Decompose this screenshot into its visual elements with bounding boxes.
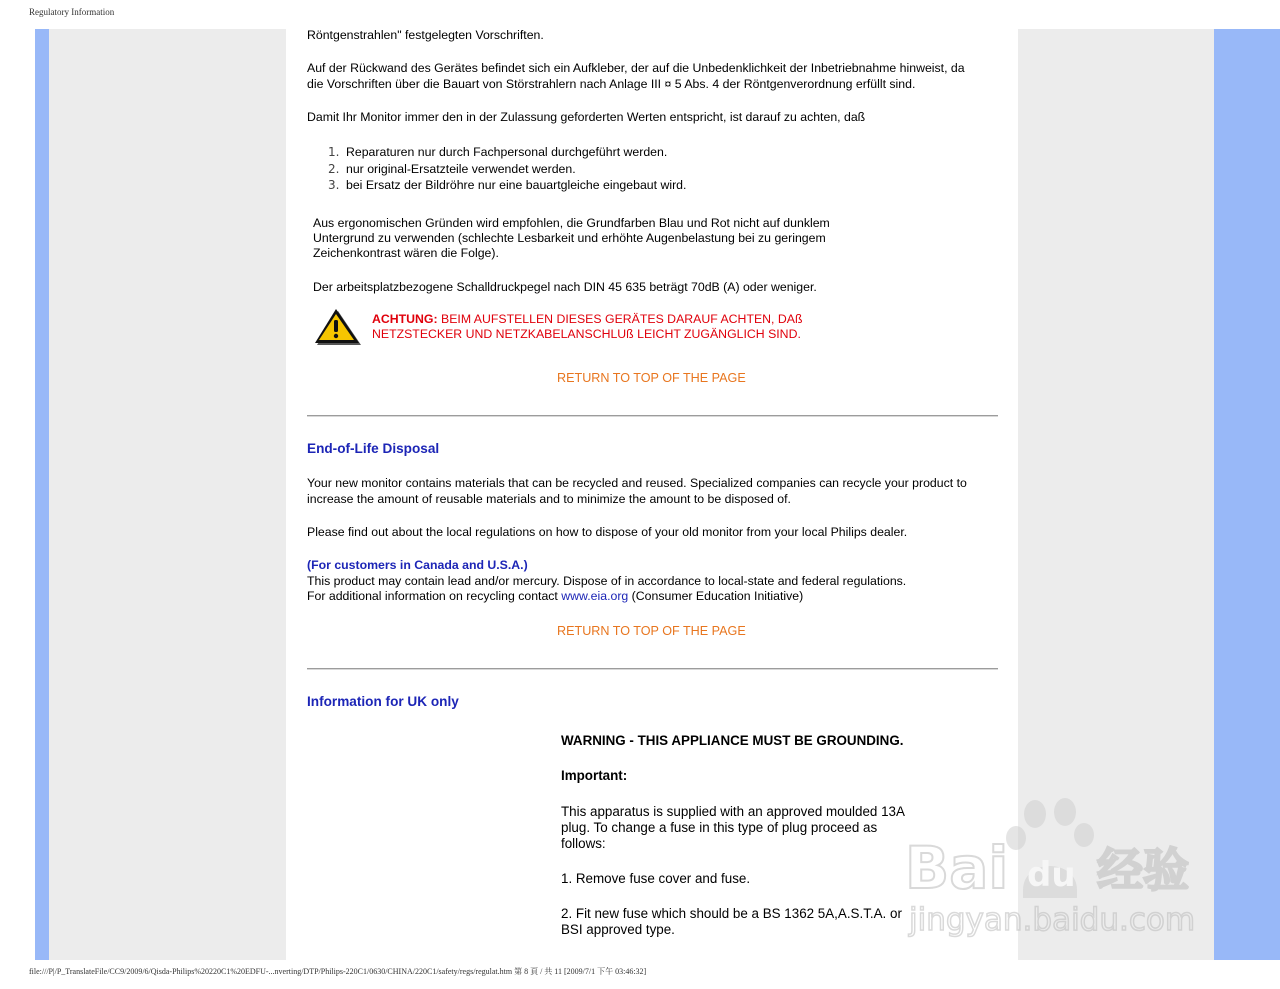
list-item-number: 3. [328, 178, 340, 192]
eol-para-4-prefix: For additional information on recycling contact [307, 589, 562, 603]
eol-heading: End-of-Life Disposal [307, 441, 440, 456]
uk-important: Important: [561, 768, 628, 783]
german-para-1-line-2: die Vorschriften über die Bauart von Störstrahlern nach Anlage III ¤ 5 Abs. 4 der Röntgenverordnung erfüllt sind. [307, 77, 916, 91]
achtung-line-2: NETZSTECKER UND NETZKABELANSCHLUß LEICHT ZUGÄNGLICH SIND. [372, 327, 801, 341]
achtung-label: ACHTUNG: [372, 312, 438, 326]
uk-step-2-line-1: 2. Fit new fuse which should be a BS 1362 5A,A.S.T.A. or [561, 906, 902, 921]
eol-para-4-suffix: (Consumer Education Initiative) [628, 589, 804, 603]
eol-para-3: This product may contain lead and/or mercury. Dispose of in accordance to local-state and federal regulations. [307, 574, 907, 588]
section-divider [307, 668, 998, 670]
german-requirements-list [328, 144, 686, 194]
list-item-text: Reparaturen nur durch Fachpersonal durchgeführt werden. [346, 145, 668, 159]
list-item-number: 1. [328, 145, 340, 159]
list-item-text: nur original-Ersatzteile verwendet werden. [346, 161, 576, 176]
baidu-watermark-logo [905, 798, 1205, 943]
watermark-url: jingyan.baidu.com [909, 902, 1196, 938]
watermark-brand: Bai [905, 834, 1009, 902]
german-para-1-line-1: Auf der Rückwand des Gerätes befindet sich ein Aufkleber, der auf die Unbedenklichkeit der Inbetriebnahme hinweist, da [307, 61, 965, 75]
eol-para-2: Please find out about the local regulations on how to dispose of your old monitor from your local Philips dealer. [307, 525, 908, 539]
uk-step-2-line-2: BSI approved type. [561, 922, 675, 937]
eol-para-1-line-1: Your new monitor contains materials that can be recycled and reused. Specialized companies can recycle your product to [307, 476, 967, 490]
left-gray-column [49, 29, 286, 960]
list-item [328, 144, 686, 161]
noise-level-text: Der arbeitsplatzbezogene Schalldruckpegel nach DIN 45 635 beträgt 70dB (A) oder weniger. [313, 280, 817, 294]
uk-supply-line-1: This apparatus is supplied with an approved moulded 13A [561, 804, 905, 819]
watermark-brand-2: du [1027, 855, 1076, 895]
right-blue-bar [1214, 29, 1280, 960]
achtung-line-1 [372, 312, 802, 328]
list-item-number: 2. [328, 161, 340, 176]
uk-supply-line-2: plug. To change a fuse in this type of plug proceed as [561, 820, 878, 835]
eol-para-1-line-2: increase the amount of reusable materials and to minimize the amount to be disposed of. [307, 492, 791, 506]
list-item [328, 161, 686, 178]
list-item [328, 177, 686, 194]
watermark-cn: 经验 [1097, 843, 1189, 897]
list-item-text: bei Ersatz der Bildröhre nur eine bauartgleiche eingebaut wird. [346, 178, 687, 192]
uk-step-1: 1. Remove fuse cover and fuse. [561, 871, 751, 886]
left-blue-bar [35, 29, 49, 960]
uk-warning: WARNING - THIS APPLIANCE MUST BE GROUNDING. [561, 733, 904, 748]
ergonomic-line-1: Aus ergonomischen Gründen wird empfohlen, die Grundfarben Blau und Rot nicht auf dunklem [313, 216, 830, 230]
eia-link[interactable]: www.eia.org [561, 589, 629, 603]
uk-supply-line-3: follows: [561, 836, 606, 851]
return-to-top-link[interactable]: RETURN TO TOP OF THE PAGE [557, 624, 746, 638]
ergonomic-line-3: Zeichenkontrast wären die Folge). [313, 246, 499, 260]
german-line-0: Röntgenstrahlen" festgelegten Vorschriften. [307, 28, 544, 42]
eol-para-4 [307, 589, 803, 605]
uk-heading: Information for UK only [307, 694, 459, 709]
german-para-2: Damit Ihr Monitor immer den in der Zulassung geforderten Werten entspricht, ist darauf zu achten, daß [307, 110, 866, 124]
customers-canada-usa: (For customers in Canada and U.S.A.) [307, 558, 528, 572]
achtung-text-1: BEIM AUFSTELLEN DIESES GERÄTES DARAUF ACHTEN, DAß [437, 312, 803, 326]
warning-triangle-icon [311, 307, 363, 347]
print-footer: file:///P|/P_TranslateFile/CC9/2009/6/Qisda-Philips%20220C1%20EDFU-...nverting/DTP/Philips-220C1/0630/CHINA/220C1/safety/regs/regulat.htm 第 8 頁 / 共 11 [2009/7/1 下午 03:46:32] [29, 967, 647, 976]
ergonomic-line-2: Untergrund zu verwenden (schlechte Lesbarkeit und erhöhte Augenbelastung bei zu geringem [313, 231, 826, 245]
return-to-top-link[interactable]: RETURN TO TOP OF THE PAGE [557, 371, 746, 385]
section-divider [307, 415, 998, 417]
print-header: Regulatory Information [29, 7, 115, 17]
